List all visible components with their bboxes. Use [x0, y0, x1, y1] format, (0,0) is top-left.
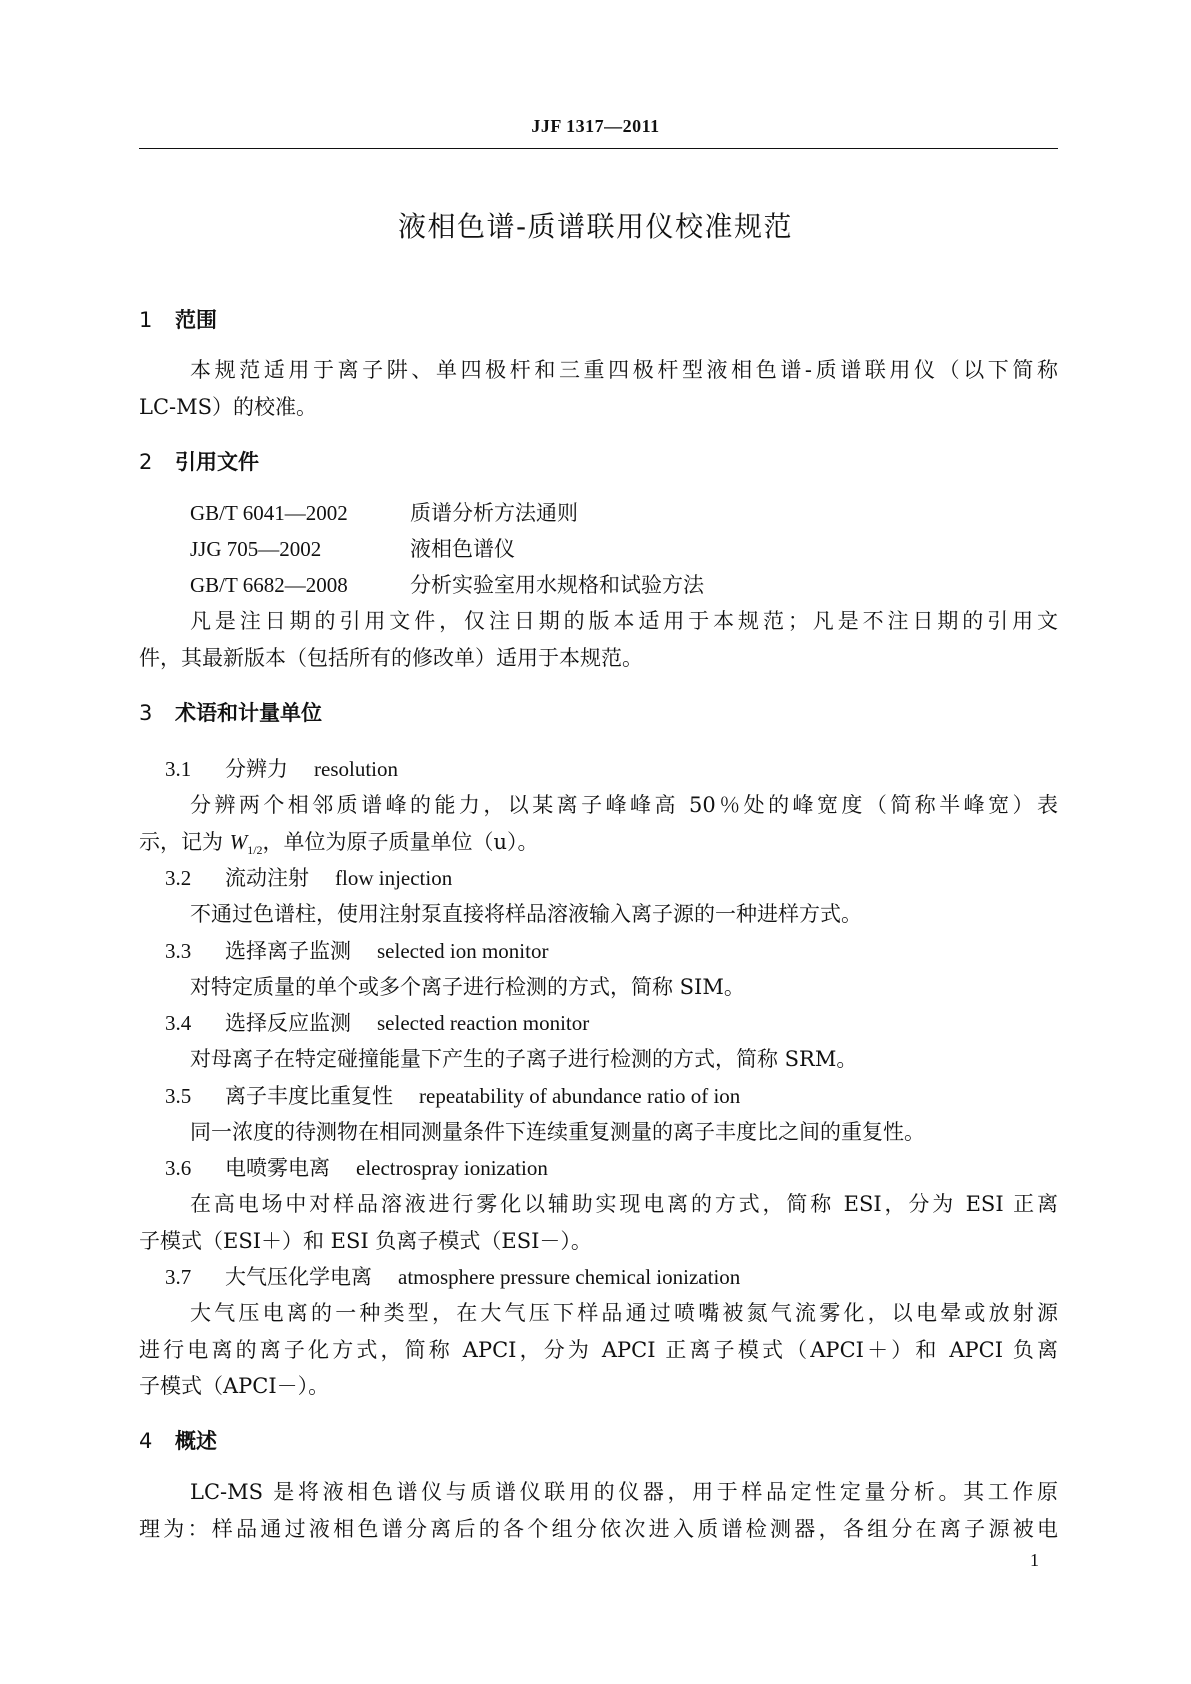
definition-text: ，单位为原子质量单位（u）。 — [262, 830, 539, 854]
section-title: 概述 — [175, 1429, 217, 1453]
term-chinese: 流动注射 — [225, 866, 309, 890]
term-definition-line: 子模式（APCI－）。 — [139, 1374, 330, 1398]
term-number: 3.6 — [165, 1156, 192, 1180]
section-number: 2 — [139, 450, 153, 474]
term-definition-line: 在高电场中对样品溶液进行雾化以辅助实现电离的方式，简称 ESI，分为 ESI 正离 — [190, 1192, 1058, 1216]
term-definition-line — [139, 826, 539, 858]
term-chinese: 大气压化学电离 — [225, 1265, 372, 1289]
term-heading — [139, 862, 452, 892]
term-number: 3.7 — [165, 1265, 192, 1289]
term-english: selected ion monitor — [377, 939, 549, 963]
term-number: 3.3 — [165, 939, 192, 963]
term-english: repeatability of abundance ratio of ion — [419, 1084, 741, 1108]
section-number: 3 — [139, 701, 153, 725]
scope-paragraph-line-1: 本规范适用于离子阱、单四极杆和三重四极杆型液相色谱-质谱联用仪（以下简称 — [190, 358, 1058, 382]
reference-item — [190, 569, 704, 599]
document-title: 液相色谱-质谱联用仪校准规范 — [397, 210, 794, 243]
term-definition-line: 分辨两个相邻质谱峰的能力，以某离子峰峰高 50％处的峰宽度（简称半峰宽）表 — [190, 793, 1058, 817]
section-3-heading — [139, 697, 322, 727]
term-english: selected reaction monitor — [377, 1011, 590, 1035]
term-chinese: 离子丰度比重复性 — [225, 1084, 393, 1108]
term-chinese: 选择离子监测 — [225, 939, 351, 963]
term-definition-line: 不通过色谱柱，使用注射泵直接将样品溶液输入离子源的一种进样方式。 — [190, 902, 862, 926]
term-heading — [139, 1007, 589, 1037]
term-definition-line: 进行电离的离子化方式，简称 APCI，分为 APCI 正离子模式（APCI＋）和 APCI 负离 — [139, 1338, 1058, 1362]
reference-code: GB/T 6041—2002 — [190, 501, 348, 525]
section-number: 4 — [139, 1429, 153, 1453]
reference-code: GB/T 6682—2008 — [190, 573, 348, 597]
page-number: 1 — [1030, 1550, 1039, 1570]
term-definition-line: 大气压电离的一种类型，在大气压下样品通过喷嘴被氮气流雾化，以电晕或放射源 — [190, 1301, 1058, 1325]
term-english: flow injection — [335, 866, 453, 890]
reference-item — [190, 497, 578, 527]
term-heading — [139, 1261, 740, 1291]
term-heading — [139, 1152, 548, 1182]
term-heading — [139, 935, 548, 965]
term-number: 3.1 — [165, 757, 192, 781]
term-definition-line: 同一浓度的待测物在相同测量条件下连续重复测量的离子丰度比之间的重复性。 — [190, 1120, 925, 1144]
definition-text: 示，记为 — [139, 830, 230, 854]
term-definition-line: 子模式（ESI＋）和 ESI 负离子模式（ESI－）。 — [139, 1229, 592, 1253]
term-heading — [139, 1080, 740, 1110]
scope-paragraph-line-2: LC-MS）的校准。 — [139, 395, 317, 419]
term-number: 3.4 — [165, 1011, 192, 1035]
term-definition-line: 对特定质量的单个或多个离子进行检测的方式，简称 SIM。 — [190, 975, 745, 999]
term-heading — [139, 753, 398, 783]
reference-code: JJG 705—2002 — [190, 537, 322, 561]
term-chinese: 选择反应监测 — [225, 1011, 351, 1035]
term-number: 3.5 — [165, 1084, 192, 1108]
term-english: electrospray ionization — [356, 1156, 548, 1180]
term-english: resolution — [314, 757, 398, 781]
section-number: 1 — [139, 308, 153, 332]
term-definition-line: 对母离子在特定碰撞能量下产生的子离子进行检测的方式，简称 SRM。 — [190, 1047, 858, 1071]
term-english: atmosphere pressure chemical ionization — [398, 1265, 741, 1289]
reference-item — [190, 533, 515, 563]
reference-note-line-2: 件，其最新版本（包括所有的修改单）适用于本规范。 — [139, 646, 643, 670]
section-1-heading — [139, 304, 217, 334]
overview-paragraph-line-2: 理为：样品通过液相色谱分离后的各个组分依次进入质谱检测器，各组分在离子源被电 — [139, 1517, 1058, 1541]
formula-subscript: 1/2 — [247, 843, 263, 858]
term-chinese: 分辨力 — [225, 757, 288, 781]
formula-symbol: W — [229, 830, 248, 854]
section-4-heading — [139, 1425, 217, 1455]
document-code-header: JJF 1317—2011 — [531, 116, 660, 136]
reference-title: 液相色谱仪 — [410, 537, 515, 561]
section-2-heading — [139, 446, 259, 476]
reference-title: 质谱分析方法通则 — [410, 501, 578, 525]
header-rule — [139, 148, 1058, 149]
section-title: 术语和计量单位 — [175, 701, 322, 725]
term-number: 3.2 — [165, 866, 192, 890]
term-chinese: 电喷雾电离 — [225, 1156, 330, 1180]
section-title: 范围 — [175, 308, 217, 332]
reference-note-line-1: 凡是注日期的引用文件，仅注日期的版本适用于本规范；凡是不注日期的引用文 — [190, 609, 1058, 633]
reference-title: 分析实验室用水规格和试验方法 — [410, 573, 704, 597]
overview-paragraph-line-1: LC-MS 是将液相色谱仪与质谱仪联用的仪器，用于样品定性定量分析。其工作原 — [190, 1480, 1058, 1504]
section-title: 引用文件 — [175, 450, 259, 474]
